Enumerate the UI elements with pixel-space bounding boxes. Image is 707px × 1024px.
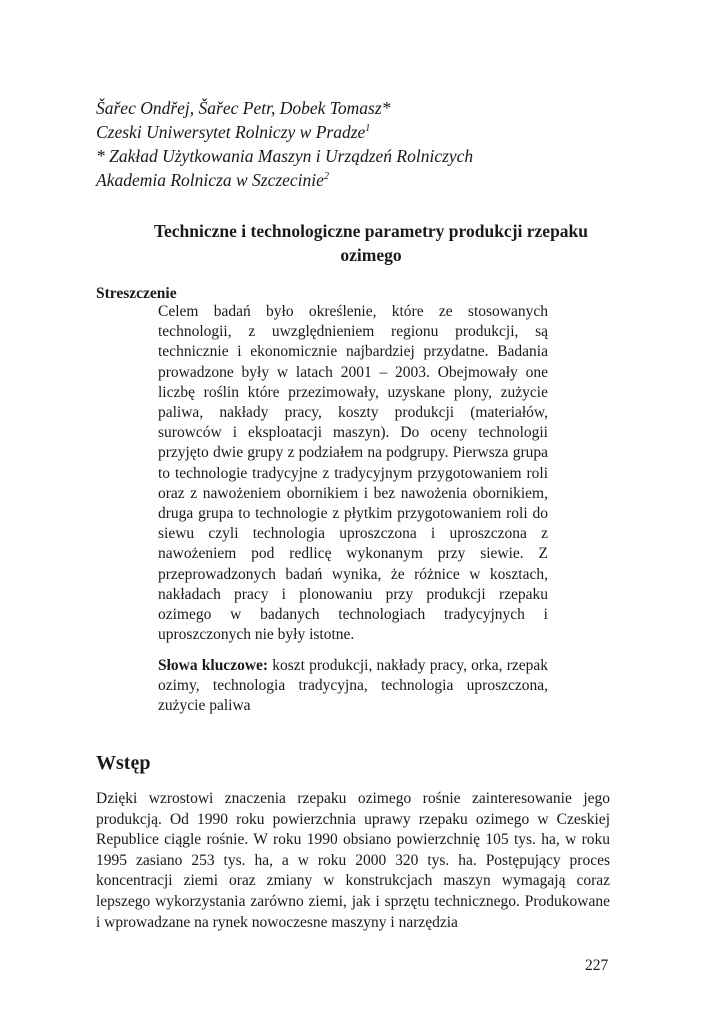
affiliation-2-text: Akademia Rolnicza w Szczecinie (96, 170, 324, 190)
page-number: 227 (585, 957, 609, 974)
section-text: Dzięki wzrostowi znaczenia rzepaku ozimego rośnie zainteresowanie jego produkcją. Od 1990 roku powierzchnia uprawy rzepaku ozimego w Czeskiej Republice ciągle rośnie. W roku 1990 obsiano powierzchnię 105 tys. ha, w roku 1995 zasiano 253 tys. ha, a w roku 2000 320 tys. ha. Postępujący proces koncentracji ziemi oraz zmiany w konstrukcjach maszyn wymagają coraz lepszego wykorzystania zarówno ziemi, jak i sprzętu technicznego. Produkowane i wprowadzane na rynek nowoczesne maszyny i narzędzia (96, 790, 610, 931)
section-heading: Wstęp (96, 752, 151, 774)
paper-title-line-2: ozimego (340, 245, 402, 265)
keywords-label: Słowa kluczowe: (158, 657, 269, 674)
affiliation-1-text: Czeski Uniwersytet Rolniczy w Pradze (96, 122, 366, 142)
abstract-text: Celem badań było określenie, które ze stosowanych technologii, z uwzględnieniem regionu produkcji, są technicznie i ekonomicznie najbardziej przydatne. Badania prowadzone były w latach 2001 – 2003. Obejmowały one liczbę roślin które przezimowały, uzyskane plony, zużycie paliwa, nakłady pracy, koszty produkcji (materiałów, surowców i eksploatacji maszyn). Do oceny technologii przyjęto dwie grupy z podziałem na podgrupy. Pierwsza grupa to technologie tradycyjne z tradycyjnym przygotowaniem roli oraz z nawożeniem obornikiem i bez nawożenia obornikiem, druga grupa to technologie z płytkim przygotowaniem roli do siewu czyli technologia uproszczona i uproszczona z nawożeniem pod redlicę wykonanym przy siewie. Z przeprowadzonych badań wynika, że różnice w kosztach, nakładach pracy i plonowaniu przy produkcji rzepaku ozimego w badanych technologiach tradycyjnych i uproszczonych nie były istotne. (158, 303, 548, 644)
affiliation-1 (96, 120, 473, 144)
paper-title (96, 219, 646, 267)
abstract-heading: Streszczenie (96, 285, 177, 302)
affiliation-1-sup: 1 (365, 123, 371, 134)
author-names: Šařec Ondřej, Šařec Petr, Dobek Tomasz* (96, 98, 391, 118)
affiliation-2-sup: 2 (323, 171, 329, 182)
affiliation-2 (96, 168, 473, 192)
author-block (96, 96, 473, 192)
affiliation-2-dept: * Zakład Użytkowania Maszyn i Urządzeń Rolniczych (96, 146, 474, 166)
keywords-text: koszt produkcji, nakłady pracy, orka, rzepak ozimy, technologia tradycyjna, technologia uproszczona, zużycie paliwa (158, 657, 548, 715)
paper-title-line-1: Techniczne i technologiczne parametry produkcji rzepaku (153, 221, 589, 241)
keywords (158, 656, 548, 717)
